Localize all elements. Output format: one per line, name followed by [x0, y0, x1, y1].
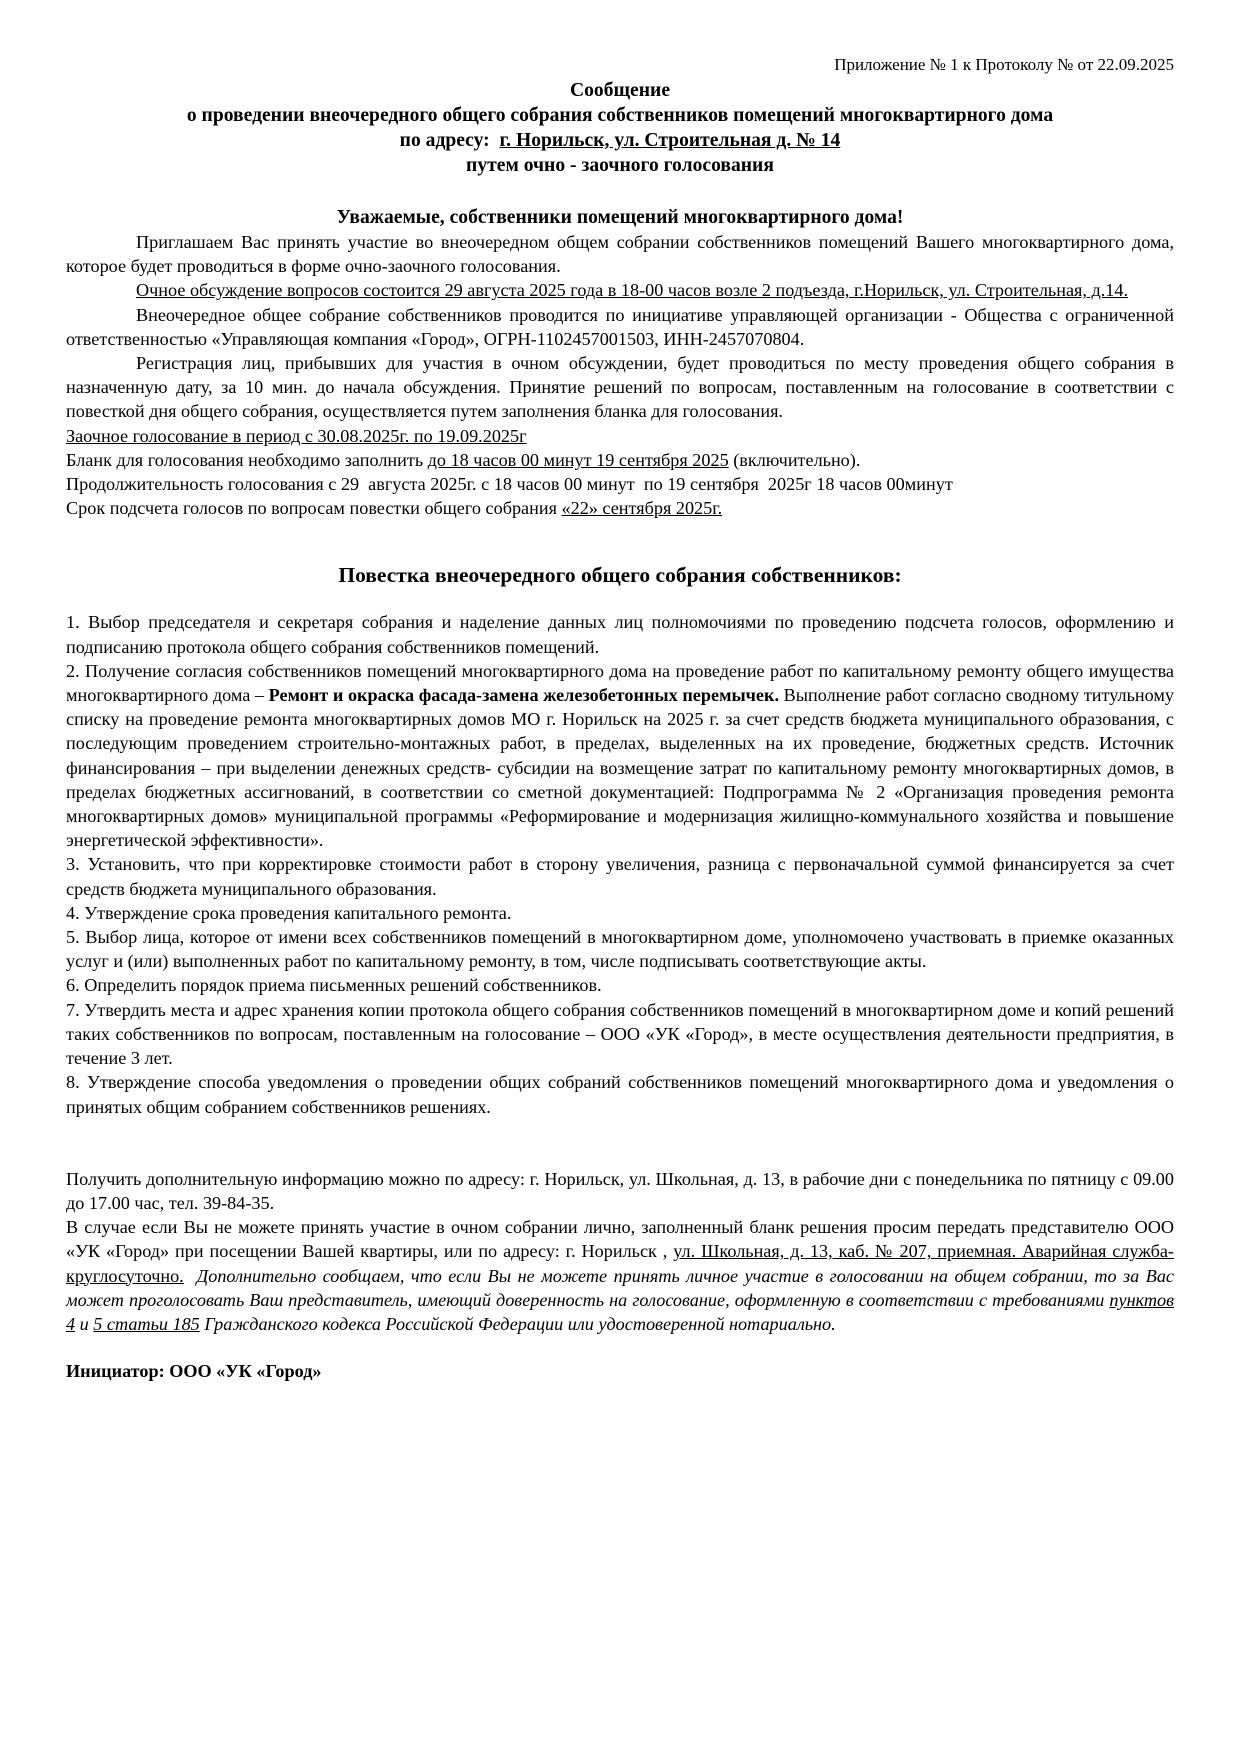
- form-deadline-suffix: (включительно).: [728, 449, 861, 470]
- proxy-notice: [66, 1266, 1179, 1334]
- count-deadline: «22» сентября 2025г.: [561, 498, 723, 519]
- footer-info: Получить дополнительную информацию можно по адресу: г. Норильск, ул. Школьная, д. 13, в рабочие дни с понедельника по пятницу с 09.00 до 17.00 час, тел. 39-84-35.: [66, 1168, 1174, 1213]
- count-deadline-line: [66, 496, 1174, 520]
- agenda-item-4: 4. Утверждение срока проведения капитального ремонта.: [66, 902, 512, 923]
- title-line-2: о проведении внеочередного общего собрания собственников помещений многоквартирного дома: [186, 105, 1054, 126]
- form-deadline: до 18 часов 00 минут 19 сентября 2025: [427, 449, 729, 470]
- law-reference-2: 5 статьи 185: [93, 1313, 200, 1334]
- title-address-prefix: по адресу:: [399, 130, 500, 151]
- law-reference-1: пунктов 4: [66, 1289, 1174, 1334]
- footer-absent-notice: [66, 1215, 1179, 1336]
- initiator-signature: Инициатор: ООО «УК «Город»: [66, 1361, 322, 1382]
- agenda-item-2-suffix: Выполнение работ согласно сводному титульному списку на проведение ремонта многоквартирных домов МО г. Норильск на 2025 г. за счет средств бюджета муниципального образования, с последующим проведением строительно-монтажных работ, в пределах, выделенных на их проведение, бюджетных средств. Источник финансирования – при выделении денежных средств- субсидии на возмещение затрат по капитальному ремонту многоквартирных домов, в пределах бюджетных ассигнований, в соответствии со сметной документацией: Подпрограмма № 2 «Организация проведения ремонта многоквартирных домов» муниципальной программы «Реформирование и модернизация жилищно-коммунального хозяйства и повышение энергетической эффективности».: [66, 685, 1174, 851]
- intro-initiative: Внеочередное общее собрание собственников проводится по инициативе управляющей организации - Общества с ограниченной ответственностью «Управляющая компания «Город», ОГРН-1102457001503, ИНН-2457070804.: [66, 304, 1174, 349]
- form-deadline-line: [66, 448, 1174, 472]
- agenda-title: Повестка внеочередного общего собрания собственников:: [338, 563, 902, 588]
- appendix-reference: Приложение № 1 к Протоколу № от 22.09.2025: [834, 55, 1174, 74]
- intro-in-person: [66, 278, 1174, 302]
- agenda-item-8: 8. Утверждение способа уведомления о проведении общих собраний собственников помещений многоквартирного дома и уведомления о принятых общим собранием собственников решениях.: [66, 1072, 1174, 1117]
- agenda-item-2-prefix: 2. Получение согласия собственников помещений многоквартирного дома на проведение работ по капитальному ремонту общего имущества многоквартирного дома –: [66, 660, 1174, 706]
- title-line-4: путем очно - заочного голосования: [466, 155, 774, 176]
- intro-registration: Регистрация лиц, прибывших для участия в очном обсуждении, будет проводиться по месту проведения общего собрания в назначенную дату, за 10 мин. до начала обсуждения. Принятие решений по вопросам, поставленным на голосование в соответствии с повесткой дня общего собрания, осуществляется путем заполнения бланка для голосования.: [66, 353, 1174, 422]
- absentee-period-text: Заочное голосование в период с 30.08.2025г. по 19.09.2025г: [66, 425, 527, 446]
- agenda-item-6: 6. Определить порядок приема письменных решений собственников.: [66, 975, 602, 996]
- agenda-item-2-works: Ремонт и окраска фасада-замена железобетонных перемычек.: [268, 685, 780, 706]
- agenda-item-5: 5. Выбор лица, которое от имени всех собственников помещений в многоквартирном доме, уполномочено участвовать в приемке оказанных услуг и (или) выполненных работ по капитальному ремонту, в том, числе подписывать соответствующие акты.: [66, 927, 1174, 972]
- proxy-notice-suffix: Гражданского кодекса Российской Федерации или удостоверенной нотариально.: [199, 1313, 836, 1334]
- greeting-heading: Уважаемые, собственники помещений многоквартирного дома!: [336, 207, 904, 228]
- document-page: [66, 54, 1179, 1383]
- proxy-notice-mid: и: [75, 1313, 94, 1334]
- intro-invite: Приглашаем Вас принять участие во внеочередном общем собрании собственников помещений Вашего многоквартирного дома, которое будет проводиться в форме очно-заочного голосования.: [66, 232, 1174, 277]
- absent-notice-prefix: В случае если Вы не можете принять участие в очном собрании лично, заполненный бланк решения просим передать представителю ООО «УК «Город» при посещении Вашей квартиры, или по адресу: г. Норильск ,: [66, 1217, 1174, 1262]
- title-address: г. Норильск, ул. Строительная д. № 14: [499, 130, 841, 151]
- voting-duration: Продолжительность голосования с 29 августа 2025г. с 18 часов 00 минут по 19 сентября 2025г 18 часов 00минут: [66, 474, 953, 495]
- document-title: [66, 78, 1174, 178]
- proxy-notice-prefix: Дополнительно сообщаем, что если Вы не можете принять личное участие в голосовании на общем собрании, то за Вас может проголосовать Ваш представитель, имеющий доверенность на голосование, оформленную в соответствии с требованиями: [66, 1265, 1179, 1310]
- agenda-item-3: 3. Установить, что при корректировке стоимости работ в сторону увеличения, разница с первоначальной суммой финансируется за счет средств бюджета муниципального образования.: [66, 854, 1174, 899]
- absentee-period: [66, 424, 1174, 448]
- title-line-1: Сообщение: [569, 80, 671, 101]
- title-line-3: [66, 128, 1174, 153]
- spacer: [66, 1119, 1174, 1167]
- agenda-item-2: [66, 659, 1174, 853]
- count-deadline-prefix: Срок подсчета голосов по вопросам повестки общего собрания: [66, 498, 562, 519]
- agenda-item-1: 1. Выбор председателя и секретаря собрания и наделение данных лиц полномочиями по проведению подсчета голосов, оформлению и подписанию протокола общего собрания собственников помещений.: [66, 612, 1174, 657]
- office-address: ул. Школьная, д. 13, каб. № 207, приемная. Аварийная служба- круглосуточно.: [66, 1241, 1174, 1286]
- in-person-details: Очное обсуждение вопросов состоится 29 августа 2025 года в 18-00 часов возле 2 подъезда, г.Норильск, ул. Строительная, д.14.: [136, 280, 1129, 301]
- agenda-item-7: 7. Утвердить места и адрес хранения копии протокола общего собрания собственников помещений в многоквартирном доме и копий решений таких собственников по вопросам, поставленным на голосование – ООО «УК «Город», в месте осуществления деятельности предприятия, в течение 3 лет.: [66, 999, 1174, 1069]
- form-deadline-prefix: Бланк для голосования необходимо заполнить: [66, 449, 428, 470]
